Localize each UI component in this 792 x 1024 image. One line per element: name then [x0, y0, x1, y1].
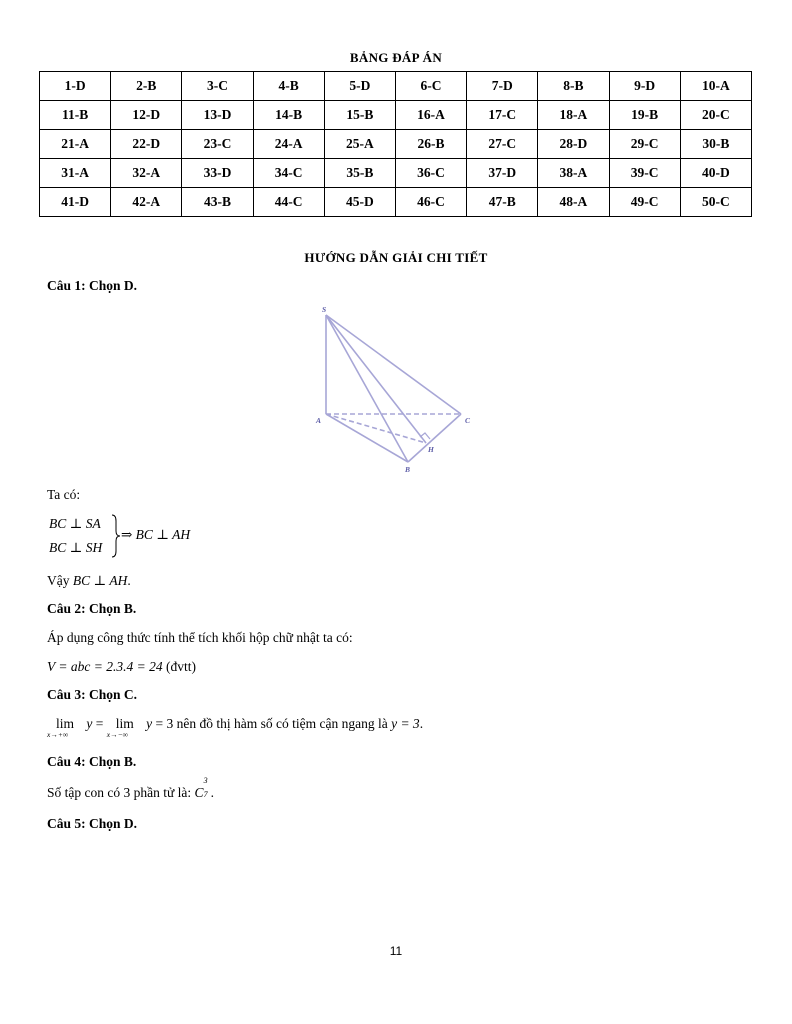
- answer-cell: 37-D: [467, 159, 538, 188]
- q4-combination: C: [194, 785, 204, 800]
- answer-cell: 34-C: [253, 159, 324, 188]
- answer-cell: 39-C: [609, 159, 680, 188]
- q2-formula-line: [47, 659, 196, 675]
- answer-cell: 47-B: [467, 188, 538, 217]
- edge-sc: [326, 315, 461, 414]
- answer-cell: 7-D: [467, 72, 538, 101]
- answer-cell: 14-B: [253, 101, 324, 130]
- q4-end: .: [210, 785, 214, 800]
- q1-line2: BC ⊥ SH: [49, 540, 103, 555]
- answer-row: [40, 72, 752, 101]
- answer-cell: 25-A: [324, 130, 395, 159]
- q3-eq-1: =: [95, 716, 104, 731]
- answer-cell: 50-C: [680, 188, 751, 217]
- edge-sh: [326, 315, 426, 443]
- answer-row: [40, 188, 752, 217]
- q4-line: [47, 776, 214, 801]
- q3-lim-plus: lim x→+∞: [47, 716, 74, 739]
- answer-cell: 8-B: [538, 72, 609, 101]
- solution-guide-title: HƯỚNG DẪN GIẢI CHI TIẾT: [304, 250, 488, 265]
- answer-cell: 38-A: [538, 159, 609, 188]
- answer-cell: 26-B: [395, 130, 466, 159]
- answer-cell: 16-A: [395, 101, 466, 130]
- answer-cell: 21-A: [40, 130, 111, 159]
- question-1-heading: Câu 1: Chọn D.: [47, 278, 138, 293]
- question-5-heading: Câu 5: Chọn D.: [47, 816, 138, 831]
- answer-cell: 10-A: [680, 72, 751, 101]
- q4-indices: [203, 776, 211, 799]
- answer-cell: 33-D: [182, 159, 253, 188]
- q1-conclusion: [47, 573, 131, 589]
- answer-cell: 15-B: [324, 101, 395, 130]
- answer-cell: 18-A: [538, 101, 609, 130]
- answer-cell: 3-C: [182, 72, 253, 101]
- q2-text: Áp dụng công thức tính thể tích khối hộp chữ nhật ta có:: [47, 630, 353, 645]
- label-a: A: [316, 416, 322, 425]
- answer-cell: 23-C: [182, 130, 253, 159]
- answer-cell: 29-C: [609, 130, 680, 159]
- answer-cell: 13-D: [182, 101, 253, 130]
- answer-cell: 28-D: [538, 130, 609, 159]
- answer-cell: 35-B: [324, 159, 395, 188]
- answer-cell: 9-D: [609, 72, 680, 101]
- q3-lim-minus: lim x→−∞: [106, 716, 134, 739]
- q3-var-2: y: [146, 716, 153, 731]
- answer-cell: 46-C: [395, 188, 466, 217]
- answer-cell: 2-B: [111, 72, 182, 101]
- label-s: S: [322, 305, 327, 314]
- q3-answer: y = 3: [391, 716, 420, 731]
- answer-cell: 43-B: [182, 188, 253, 217]
- label-h: H: [428, 445, 434, 454]
- answer-cell: 11-B: [40, 101, 111, 130]
- answer-cell: 4-B: [253, 72, 324, 101]
- answer-cell: 5-D: [324, 72, 395, 101]
- question-4-heading: Câu 4: Chọn B.: [47, 754, 137, 769]
- answer-cell: 24-A: [253, 130, 324, 159]
- edge-ah: [326, 414, 426, 443]
- answer-cell: 45-D: [324, 188, 395, 217]
- q1-conclusion-suffix: .: [127, 573, 131, 588]
- q4-text: Số tập con có 3 phần tử là:: [47, 785, 195, 800]
- q1-line1: BC ⊥ SA: [49, 516, 101, 531]
- answer-cell: 20-C: [680, 101, 751, 130]
- answer-table-title: BẢNG ĐÁP ÁN: [349, 50, 443, 65]
- q1-conclusion-prefix: Vậy: [47, 573, 73, 588]
- q4-sub: 7: [203, 790, 208, 799]
- edge-bc: [408, 414, 461, 462]
- answer-cell: 12-D: [111, 101, 182, 130]
- answer-cell: 49-C: [609, 188, 680, 217]
- answer-cell: 42-A: [111, 188, 182, 217]
- q2-unit: (đvtt): [162, 659, 196, 674]
- answer-cell: 17-C: [467, 101, 538, 130]
- edge-sb: [326, 315, 408, 462]
- pyramid-figure: [307, 300, 487, 480]
- answer-row: [40, 130, 752, 159]
- question-3-heading: Câu 3: Chọn C.: [47, 687, 138, 702]
- label-c: C: [465, 416, 471, 425]
- answer-row: [40, 101, 752, 130]
- q1-result: ⇒ BC ⊥ AH: [121, 527, 191, 542]
- answer-cell: 27-C: [467, 130, 538, 159]
- q4-sup: 3: [203, 776, 208, 785]
- q3-end: .: [419, 716, 424, 731]
- edge-ab: [326, 414, 408, 462]
- q1-conclusion-math: BC ⊥ AH: [72, 573, 128, 588]
- answer-cell: 36-C: [395, 159, 466, 188]
- answer-cell: 30-B: [680, 130, 751, 159]
- answer-cell: 44-C: [253, 188, 324, 217]
- question-2-heading: Câu 2: Chọn B.: [47, 601, 137, 616]
- answer-cell: 32-A: [111, 159, 182, 188]
- answer-table: [39, 71, 752, 217]
- q3-text: nên đồ thị hàm số có tiệm cận ngang là: [173, 716, 392, 731]
- answer-cell: 1-D: [40, 72, 111, 101]
- answer-row: [40, 159, 752, 188]
- q2-formula: V = abc = 2.3.4 = 24: [47, 659, 163, 674]
- q3-line: [47, 716, 424, 739]
- label-b: B: [405, 465, 411, 474]
- q3-var-1: y: [86, 716, 93, 731]
- q1-intro: Ta có:: [47, 487, 81, 502]
- answer-cell: 48-A: [538, 188, 609, 217]
- page-number: 11: [389, 944, 403, 958]
- q3-eq-2: = 3: [155, 716, 174, 731]
- answer-cell: 31-A: [40, 159, 111, 188]
- answer-cell: 19-B: [609, 101, 680, 130]
- answer-cell: 40-D: [680, 159, 751, 188]
- answer-cell: 41-D: [40, 188, 111, 217]
- answer-cell: 22-D: [111, 130, 182, 159]
- right-brace: [111, 514, 121, 558]
- answer-cell: 6-C: [395, 72, 466, 101]
